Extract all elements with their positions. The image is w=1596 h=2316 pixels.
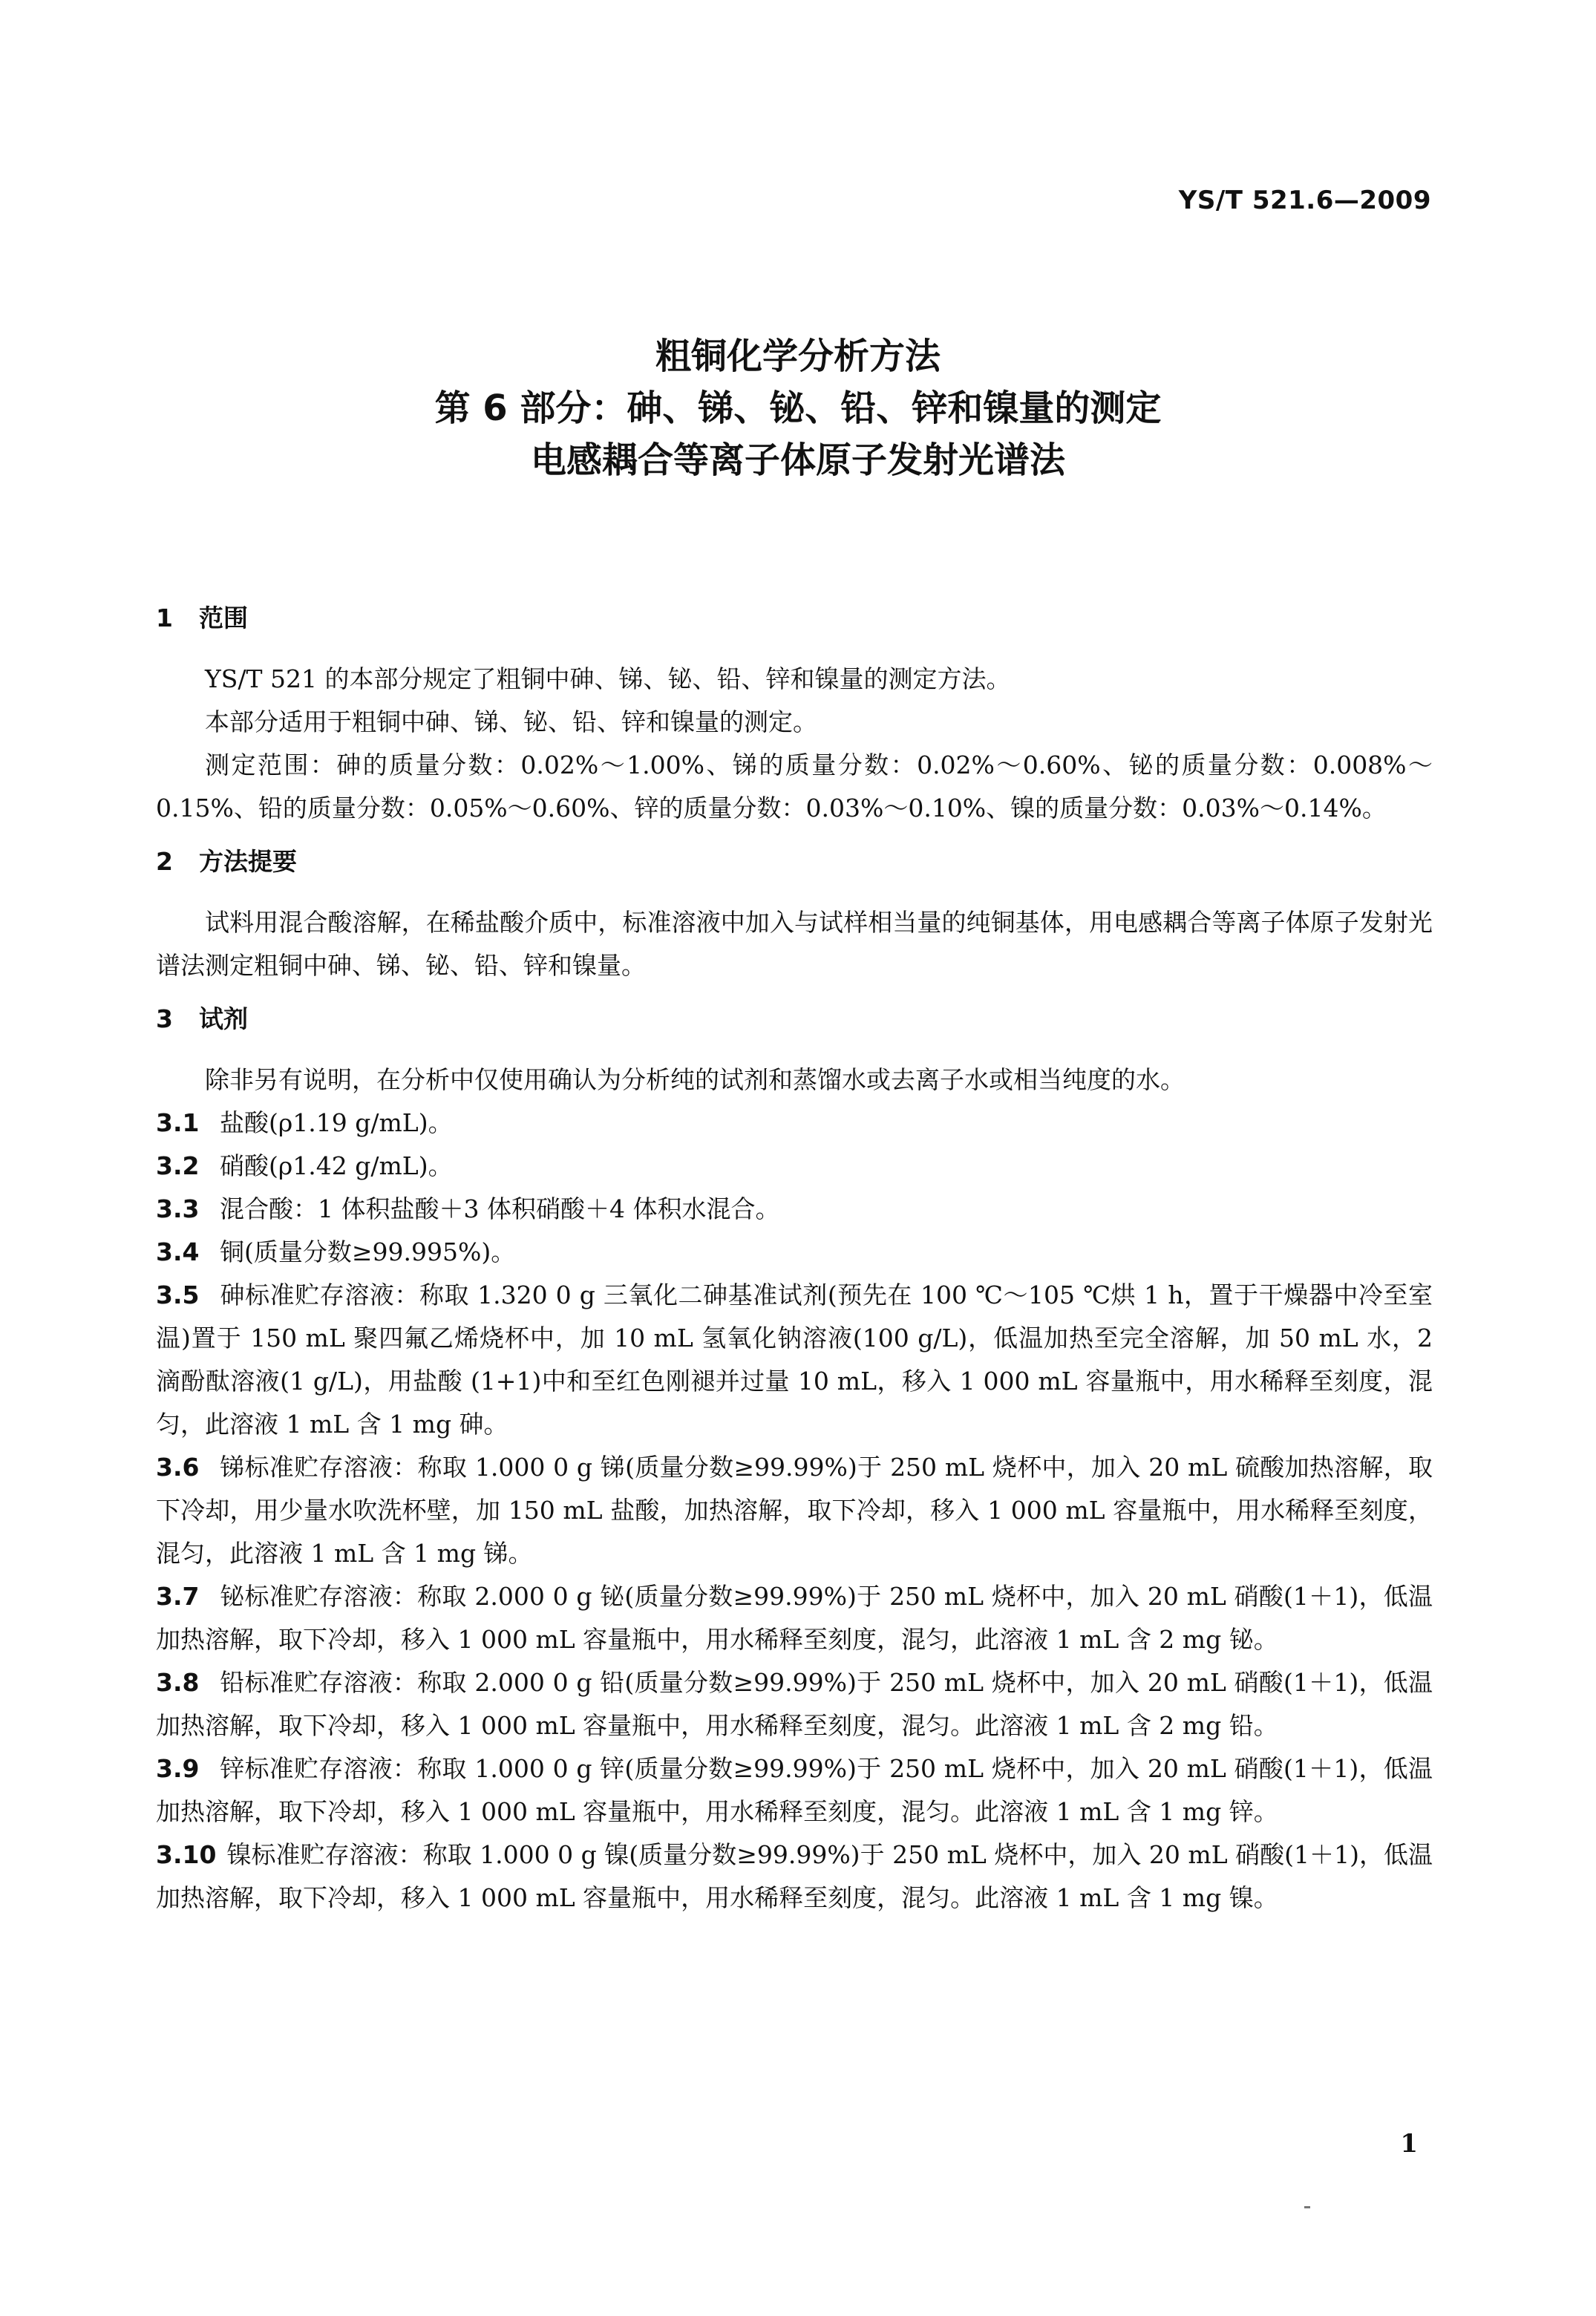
section-scope xyxy=(156,597,1433,830)
reagent-item xyxy=(156,1145,1433,1188)
reagent-item xyxy=(156,1188,1433,1231)
reagent-item xyxy=(156,1575,1433,1661)
title-line-2: 第 6 部分：砷、锑、铋、铅、锌和镍量的测定 xyxy=(434,387,1162,429)
reagent-item xyxy=(156,1274,1433,1446)
paragraph: 试料用混合酸溶解，在稀盐酸介质中，标准溶液中加入与试样相当量的纯铜基体，用电感耦合等离子体原子发射光谱法测定粗铜中砷、锑、铋、铅、锌和镍量。 xyxy=(156,908,1433,980)
item-number: 3.8 xyxy=(156,1668,200,1697)
item-text: 硝酸(ρ1.42 g/mL)。 xyxy=(220,1151,453,1180)
paragraph: YS/T 521 的本部分规定了粗铜中砷、锑、铋、铅、锌和镍量的测定方法。 xyxy=(205,664,1011,693)
paragraph: 本部分适用于粗铜中砷、锑、铋、铅、锌和镍量的测定。 xyxy=(205,707,817,736)
title-line-1: 粗铜化学分析方法 xyxy=(655,336,941,377)
item-number: 3.2 xyxy=(156,1151,200,1180)
section-title: 试剂 xyxy=(199,1004,248,1033)
section-method-summary xyxy=(156,840,1433,987)
section-number: 1 xyxy=(156,603,173,632)
reagent-item xyxy=(156,1747,1433,1834)
reagent-item xyxy=(156,1834,1433,1920)
document-title xyxy=(0,330,1596,486)
reagent-item xyxy=(156,1102,1433,1145)
section-heading xyxy=(156,597,1433,640)
item-number: 3.5 xyxy=(156,1280,200,1309)
item-number: 3.7 xyxy=(156,1582,200,1611)
item-number: 3.3 xyxy=(156,1194,200,1223)
item-text: 镍标准贮存溶液：称取 1.000 0 g 镍(质量分数≥99.99%)于 250 mL 烧杯中，加入 20 mL 硝酸(1＋1)，低温加热溶解，取下冷却，移入 1 000 mL 容量瓶中，用水稀释至刻度，混匀。此溶液 1 mL 含 1 mg 镍。 xyxy=(156,1840,1433,1912)
section-number: 2 xyxy=(156,847,173,876)
reagent-item xyxy=(156,1661,1433,1747)
section-title: 范围 xyxy=(199,603,248,632)
paragraph: 除非另有说明，在分析中仅使用确认为分析纯的试剂和蒸馏水或去离子水或相当纯度的水。 xyxy=(205,1065,1185,1094)
document-body xyxy=(156,586,1433,1920)
item-text: 锑标准贮存溶液：称取 1.000 0 g 锑(质量分数≥99.99%)于 250 mL 烧杯中，加入 20 mL 硫酸加热溶解，取下冷却，用少量水吹洗杯壁，加 150 mL 盐酸，加热溶解，取下冷却，移入 1 000 mL 容量瓶中，用水稀释至刻度，混匀，此溶液 1 mL 含 1 mg 锑。 xyxy=(156,1453,1433,1568)
reagent-item xyxy=(156,1446,1433,1575)
paragraph: 测定范围：砷的质量分数：0.02%～1.00%、锑的质量分数：0.02%～0.60%、铋的质量分数：0.008%～0.15%、铅的质量分数：0.05%～0.60%、锌的质量分数：0.03%～0.10%、镍的质量分数：0.03%～0.14%。 xyxy=(156,750,1433,822)
section-reagents xyxy=(156,998,1433,1920)
item-text: 铅标准贮存溶液：称取 2.000 0 g 铅(质量分数≥99.99%)于 250 mL 烧杯中，加入 20 mL 硝酸(1＋1)，低温加热溶解，取下冷却，移入 1 000 mL 容量瓶中，用水稀释至刻度，混匀。此溶液 1 mL 含 2 mg 铅。 xyxy=(156,1668,1433,1740)
item-text: 盐酸(ρ1.19 g/mL)。 xyxy=(220,1108,453,1137)
item-number: 3.1 xyxy=(156,1108,200,1137)
item-text: 砷标准贮存溶液：称取 1.320 0 g 三氧化二砷基准试剂(预先在 100 ℃～105 ℃烘 1 h，置于干燥器中冷至室温)置于 150 mL 聚四氟乙烯烧杯中，加 10 mL 氢氧化钠溶液(100 g/L)，低温加热至完全溶解，加 50 mL 水，2 滴酚酞溶液(1 g/L)，用盐酸 (1+1)中和至红色刚褪并过量 10 mL，移入 1 000 mL 容量瓶中，用水稀释至刻度，混匀，此溶液 1 mL 含 1 mg 砷。 xyxy=(156,1280,1433,1439)
section-heading xyxy=(156,998,1433,1041)
item-number: 3.10 xyxy=(156,1840,217,1869)
item-text: 混合酸：1 体积盐酸＋3 体积硝酸＋4 体积水混合。 xyxy=(220,1194,780,1223)
item-number: 3.9 xyxy=(156,1754,200,1783)
standard-code: YS/T 521.6—2009 xyxy=(1178,186,1431,215)
item-number: 3.6 xyxy=(156,1453,200,1482)
item-text: 铜(质量分数≥99.995%)。 xyxy=(220,1237,516,1266)
reagent-item xyxy=(156,1231,1433,1274)
item-text: 铋标准贮存溶液：称取 2.000 0 g 铋(质量分数≥99.99%)于 250 mL 烧杯中，加入 20 mL 硝酸(1＋1)，低温加热溶解，取下冷却，移入 1 000 mL 容量瓶中，用水稀释至刻度，混匀，此溶液 1 mL 含 2 mg 铋。 xyxy=(156,1582,1433,1654)
scan-speck xyxy=(1304,2206,1310,2208)
section-title: 方法提要 xyxy=(199,847,297,876)
section-number: 3 xyxy=(156,1004,173,1033)
item-number: 3.4 xyxy=(156,1237,200,1266)
title-line-3: 电感耦合等离子体原子发射光谱法 xyxy=(530,439,1065,481)
page-number: 1 xyxy=(1400,2129,1418,2159)
section-heading xyxy=(156,840,1433,883)
item-text: 锌标准贮存溶液：称取 1.000 0 g 锌(质量分数≥99.99%)于 250 mL 烧杯中，加入 20 mL 硝酸(1＋1)，低温加热溶解，取下冷却，移入 1 000 mL 容量瓶中，用水稀释至刻度，混匀。此溶液 1 mL 含 1 mg 锌。 xyxy=(156,1754,1433,1826)
